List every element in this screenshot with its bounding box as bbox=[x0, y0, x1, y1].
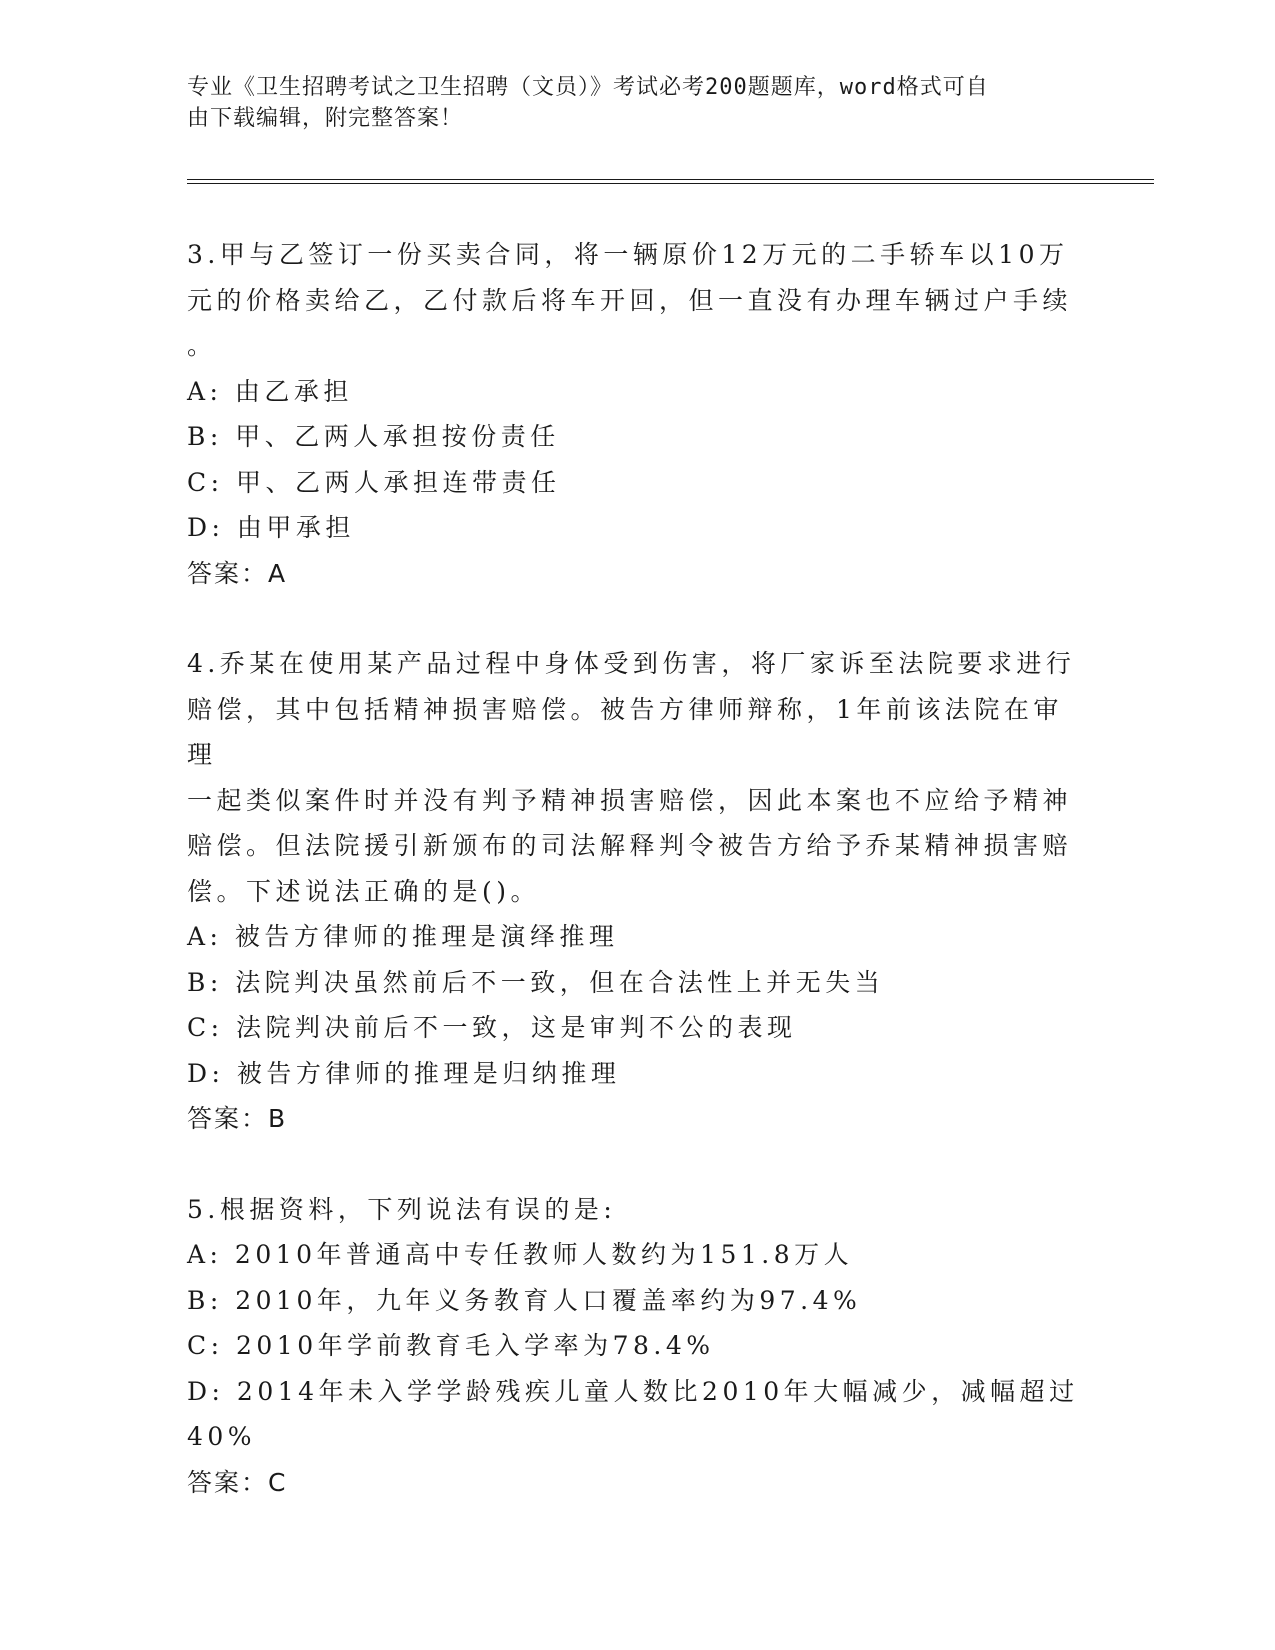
stem-line: 赔偿，其中包括精神损害赔偿。被告方律师辩称，1年前该法院在审理 bbox=[187, 694, 1063, 769]
option-b: B: 2010年，九年义务教育人口覆盖率约为97.4% bbox=[187, 1285, 862, 1315]
answer-label: 答案：C bbox=[187, 1467, 288, 1497]
question-stem bbox=[187, 1187, 1087, 1233]
stem-line: 元的价格卖给乙，乙付款后将车开回，但一直没有办理车辆过户手续 bbox=[187, 285, 1073, 315]
option-a: A: 被告方律师的推理是演绎推理 bbox=[187, 922, 619, 951]
answer-label: 答案：B bbox=[187, 1104, 288, 1133]
question-5 bbox=[187, 1187, 1087, 1506]
header-line-2: 由下载编辑，附完整答案！ bbox=[187, 106, 464, 131]
option-c: C: 甲、乙两人承担连带责任 bbox=[187, 467, 561, 497]
option-d-continuation: 40% bbox=[187, 1422, 257, 1451]
question-3 bbox=[187, 232, 1087, 596]
option-b: B: 甲、乙两人承担按份责任 bbox=[187, 422, 560, 451]
stem-line: 5.根据资料，下列说法有误的是: bbox=[187, 1194, 617, 1224]
stem-line: 一起类似案件时并没有判予精神损害赔偿，因此本案也不应给予精神 bbox=[187, 785, 1073, 815]
stem-line: 3.甲与乙签订一份买卖合同，将一辆原价12万元的二手轿车以10万 bbox=[187, 240, 1069, 269]
option-b: B: 法院判决虽然前后不一致，但在合法性上并无失当 bbox=[187, 967, 885, 997]
question-4 bbox=[187, 641, 1087, 1142]
option-a: A: 由乙承担 bbox=[187, 376, 353, 406]
question-list bbox=[187, 232, 1087, 1550]
stem-line: 偿。下述说法正确的是()。 bbox=[187, 876, 541, 906]
option-c: C: 2010年学前教育毛入学率为78.4% bbox=[187, 1331, 715, 1360]
option-d: D: 2014年未入学学龄残疾儿童人数比2010年大幅减少，减幅超过 bbox=[187, 1376, 1079, 1406]
header-divider-bottom bbox=[187, 183, 1154, 184]
question-stem bbox=[187, 232, 1087, 369]
answer-label: 答案：A bbox=[187, 558, 288, 588]
stem-line: 赔偿。但法院援引新颁布的司法解释判令被告方给予乔某精神损害赔 bbox=[187, 831, 1073, 860]
option-a: A: 2010年普通高中专任教师人数约为151.8万人 bbox=[187, 1240, 854, 1269]
option-d: D: 被告方律师的推理是归纳推理 bbox=[187, 1058, 621, 1088]
document-header bbox=[187, 72, 1087, 134]
header-divider-top bbox=[187, 179, 1154, 180]
option-d: D: 由甲承担 bbox=[187, 513, 355, 542]
question-stem bbox=[187, 641, 1087, 914]
stem-line: 。 bbox=[187, 331, 217, 360]
option-c: C: 法院判决前后不一致，这是审判不公的表现 bbox=[187, 1013, 797, 1042]
stem-line: 4.乔某在使用某产品过程中身体受到伤害，将厂家诉至法院要求进行 bbox=[187, 649, 1076, 678]
header-line-1: 专业《卫生招聘考试之卫生招聘（文员）》考试必考200题题库，word格式可自 bbox=[187, 75, 989, 100]
